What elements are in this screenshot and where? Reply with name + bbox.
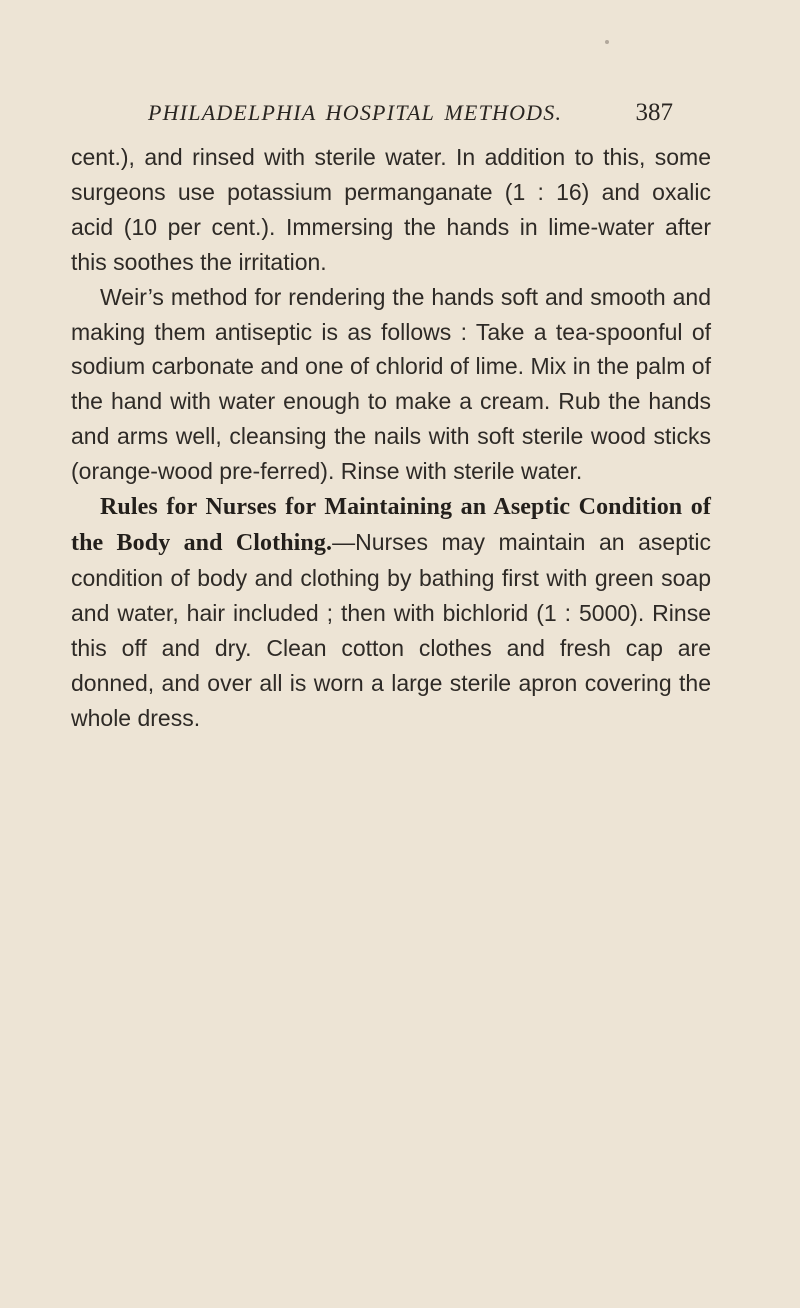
paragraph-rules-text: —Nurses may maintain an aseptic condition of body and clothing by bathing first with green soap and water, hair included ; then with bichlorid (1 : 5000). Rinse this off and dry. Clean cotton clothes and fresh cap are donned, and over all is worn a large sterile apron covering the whole dress. [71,528,711,731]
paragraph-continuation: cent.), and rinsed with sterile water. In addition to this, some surgeons use potassium permanganate (1 : 16) and oxalic acid (10 per cent.). Immersing the hands in lime-water after this soothes the irritation. [71,144,711,275]
paper-spot [605,40,609,44]
running-title: PHILADELPHIA HOSPITAL METHODS. [148,100,563,125]
section-heading: Rules for Nurses for Maintaining an Aseptic Condition of the Body and Clothing. [71,494,711,556]
paragraph-rules-for-nurses [71,489,711,735]
paragraph-weirs-method: Weir’s method for rendering the hands soft and smooth and making them antiseptic is as follows : Take a tea-spoonful of sodium carbonate and one of chlorid of lime. Mix in the palm of the hand with water enough to make a cream. Rub the hands and arms well, cleansing the nails with soft sterile wood sticks (orange-wood pre-ferred). Rinse with sterile water. [71,283,711,485]
body-text [71,140,711,735]
page-number: 387 [635,99,673,126]
running-head [148,100,673,134]
